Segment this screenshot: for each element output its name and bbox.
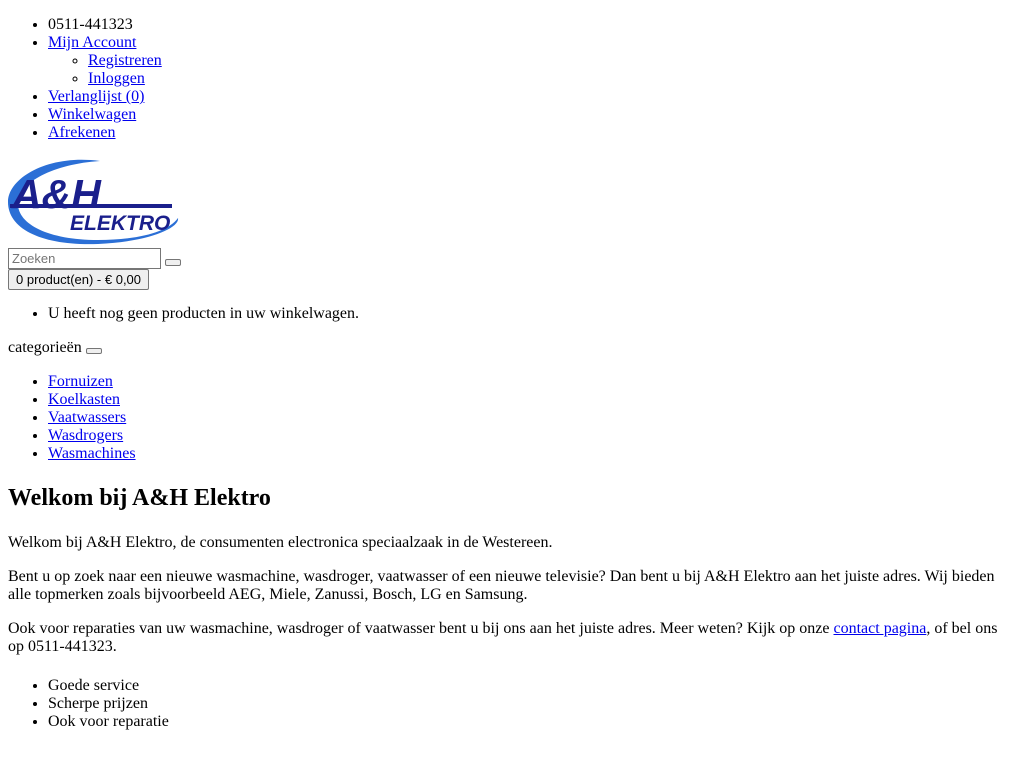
usp-item-repair: • Ook voor reparatie [48,713,1016,731]
logo [8,158,183,246]
categories-header [8,339,1016,357]
cart-item [48,106,1016,124]
register-item [88,52,1016,70]
top-links [8,16,1016,142]
category-item [48,427,1016,445]
repair-paragraph [8,620,1016,656]
search-button[interactable] [165,259,181,266]
account-submenu [48,52,1016,88]
category-list [8,373,1016,463]
category-link-vaatwassers[interactable]: Vaatwassers [48,409,127,426]
usp-item-prices: • Scherpe prijzen [48,695,1016,713]
category-item [48,445,1016,463]
contact-page-link[interactable]: contact pagina [833,620,927,637]
category-link-wasdrogers[interactable]: Wasdrogers [48,427,124,444]
my-account-link[interactable]: Mijn Account [48,34,137,51]
category-link-koelkasten[interactable]: Koelkasten [48,391,120,408]
repair-text-after: , of bel ons op 0511-441323. [8,620,998,655]
intro-paragraph: Welkom bij A&H Elektro, de consumenten electronica speciaalzaak in de Westereen. [8,534,553,551]
phone-number: • 0511-441323 [48,16,1016,34]
page-title: Welkom bij A&H Elektro [8,485,271,511]
cart-dropdown [8,305,1016,323]
cart-link[interactable]: Winkelwagen [48,106,137,123]
category-item [48,373,1016,391]
logo-text-elektro: ELEKTRO [70,212,171,235]
checkout-item [48,124,1016,142]
repair-text-before: Ook voor reparaties van uw wasmachine, wasdroger of vaatwasser bent u bij ons aan het juiste adres. Meer weten? Kijk op onze [8,620,834,637]
category-item [48,409,1016,427]
wishlist-item [48,88,1016,106]
usp-list [8,677,1016,731]
checkout-link[interactable]: Afrekenen [48,124,116,141]
cart-empty-message: • U heeft nog geen producten in uw winkelwagen. [48,305,1016,323]
logo-link[interactable] [8,158,183,246]
category-item [48,391,1016,409]
wishlist-link[interactable]: Verlanglijst (0) [48,88,145,105]
register-link[interactable]: Registreren [88,52,162,69]
usp-item-service: • Goede service [48,677,1016,695]
login-item [88,70,1016,88]
cart-button[interactable]: 0 product(en) - € 0,00 [8,269,149,290]
search-bar [8,248,1016,269]
search-input[interactable] [8,248,161,269]
categories-heading: categorieën [8,339,82,356]
brands-paragraph: Bent u op zoek naar een nieuwe wasmachine, wasdroger, vaatwasser of een nieuwe televisie? Dan bent u bij A&H Elektro aan het juiste adres. Wij bieden alle topmerken zoals bijvoorbeeld AEG, Miele, Zanussi, Bosch, LG en Samsung. [8,568,995,603]
account-menu [48,34,1016,88]
logo-text-ah: A&H [12,171,101,217]
categories-toggle-button[interactable] [86,348,102,354]
category-link-fornuizen[interactable]: Fornuizen [48,373,113,390]
login-link[interactable]: Inloggen [88,70,145,87]
category-link-wasmachines[interactable]: Wasmachines [48,445,136,462]
